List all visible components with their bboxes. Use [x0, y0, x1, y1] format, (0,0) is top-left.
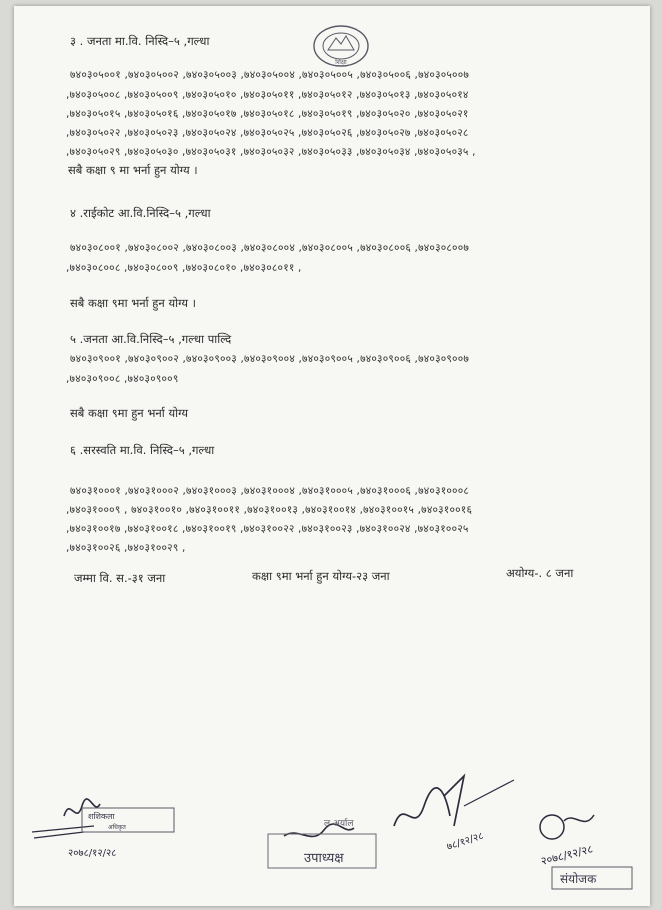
stamp-1-date: २०७८/१२/२८	[68, 848, 117, 859]
section-6-rolls-line-2: ,७४०३१०००९ , ७४०३१००१० ,७४०३१००११ ,७४०३१००१३ ,७४०३१००१४ ,७४०३१००१५ ,७४०३१००१६	[66, 504, 473, 516]
section-4-rolls-line-1: ७४०३०८००१ ,७४०३०८००२ ,७४०३०८००३ ,७४०३०८००४ ,७४०३०८००५ ,७४०३०८००६ ,७४०३०८००७	[70, 242, 470, 254]
stamp-1-line-2: अधिकृत	[108, 824, 126, 831]
stamp-4-label: संयोजक	[560, 872, 597, 886]
summary-failed: अयोग्य-. ८ जना	[506, 566, 574, 580]
section-3-rolls-line-2: ,७४०३०५००८ ,७४०३०५००९ ,७४०३०५०१० ,७४०३०५०११ ,७४०३०५०१२ ,७४०३०५०१३ ,७४०३०५०१४	[66, 89, 469, 101]
stamp-2-line-2: उपाध्यक्ष	[304, 851, 344, 866]
signature-3	[384, 766, 524, 856]
section-4-heading: ४ .राईकोट आ.वि.निस्दि–५ ,गल्धा	[70, 206, 211, 220]
signature-stamp-2	[264, 806, 404, 876]
seal-text: शिक्षा	[335, 59, 347, 66]
stamp-2-line-1: ल अर्याल	[324, 819, 354, 829]
section-3-rolls-line-5: ,७४०३०५०२९ ,७४०३०५०३० ,७४०३०५०३१ ,७४०३०५०३२ ,७४०३०५०३३ ,७४०३०५०३४ ,७४०३०५०३५ ,	[66, 146, 476, 158]
section-6-rolls-line-4: ,७४०३१००२६ ,७४०३१००२९ ,	[66, 542, 186, 554]
stamp-4-date: २०७८/१२/२८	[539, 842, 595, 868]
section-4-rolls-line-2: ,७४०३०८००८ ,७४०३०८००९ ,७४०३०८०१० ,७४०३०८०११ ,	[66, 262, 302, 274]
section-3-rolls-line-3: ,७४०३०५०१५ ,७४०३०५०१६ ,७४०३०५०१७ ,७४०३०५०१८ ,७४०३०५०१९ ,७४०३०५०२० ,७४०३०५०२१	[66, 108, 469, 120]
section-6-heading: ६ .सरस्वति मा.वि. निस्दि–५ ,गल्धा	[70, 443, 215, 457]
signature-stamp-1	[24, 786, 194, 866]
section-5-heading: ५ .जनता आ.वि.निस्दि–५ ,गल्धा पाल्दि	[70, 332, 232, 346]
section-5-rolls-line-2: ,७४०३०९००८ ,७४०३०९००९	[66, 373, 179, 385]
section-3-result: सबै कक्षा ९ मा भर्ना हुन योग्य ।	[68, 163, 198, 177]
section-3-heading: ३ . जनता मा.वि. निस्दि–५ ,गल्धा	[70, 34, 210, 48]
summary-total: जम्मा वि. स.-३१ जना	[74, 571, 166, 585]
document-page	[14, 6, 650, 906]
section-5-result: सबै कक्षा ९मा हुन भर्ना योग्य	[70, 406, 188, 420]
section-6-rolls-line-1: ७४०३१०००१ ,७४०३१०००२ ,७४०३१०००३ ,७४०३१०००४ ,७४०३१०००५ ,७४०३१०००६ ,७४०३१०००८	[70, 485, 470, 497]
section-5-rolls-line-1: ७४०३०९००१ ,७४०३०९००२ ,७४०३०९००३ ,७४०३०९००४ ,७४०३०९००५ ,७४०३०९००६ ,७४०३०९००७	[70, 353, 470, 365]
section-6-rolls-line-3: ,७४०३१००१७ ,७४०३१००१८ ,७४०३१००१९ ,७४०३१००२२ ,७४०३१००२३ ,७४०३१००२४ ,७४०३१००२५	[66, 523, 469, 535]
school-seal	[310, 24, 372, 68]
stamp-1-line-1: शशिकला	[88, 812, 115, 821]
section-3-rolls-line-1: ७४०३०५००१ ,७४०३०५००२ ,७४०३०५००३ ,७४०३०५००४ ,७४०३०५००५ ,७४०३०५००६ ,७४०३०५००७	[70, 69, 470, 81]
stamp-3-date: ७८/१२/२८	[445, 830, 486, 853]
section-4-result: सबै कक्षा ९मा भर्ना हुन योग्य ।	[70, 296, 197, 310]
section-3-rolls-line-4: ,७४०३०५०२२ ,७४०३०५०२३ ,७४०३०५०२४ ,७४०३०५०२५ ,७४०३०५०२६ ,७४०३०५०२७ ,७४०३०५०२८	[66, 127, 469, 139]
summary-passed: कक्षा ९मा भर्ना हुन योग्य-२३ जना	[252, 569, 390, 583]
signature-stamp-4	[534, 801, 650, 901]
